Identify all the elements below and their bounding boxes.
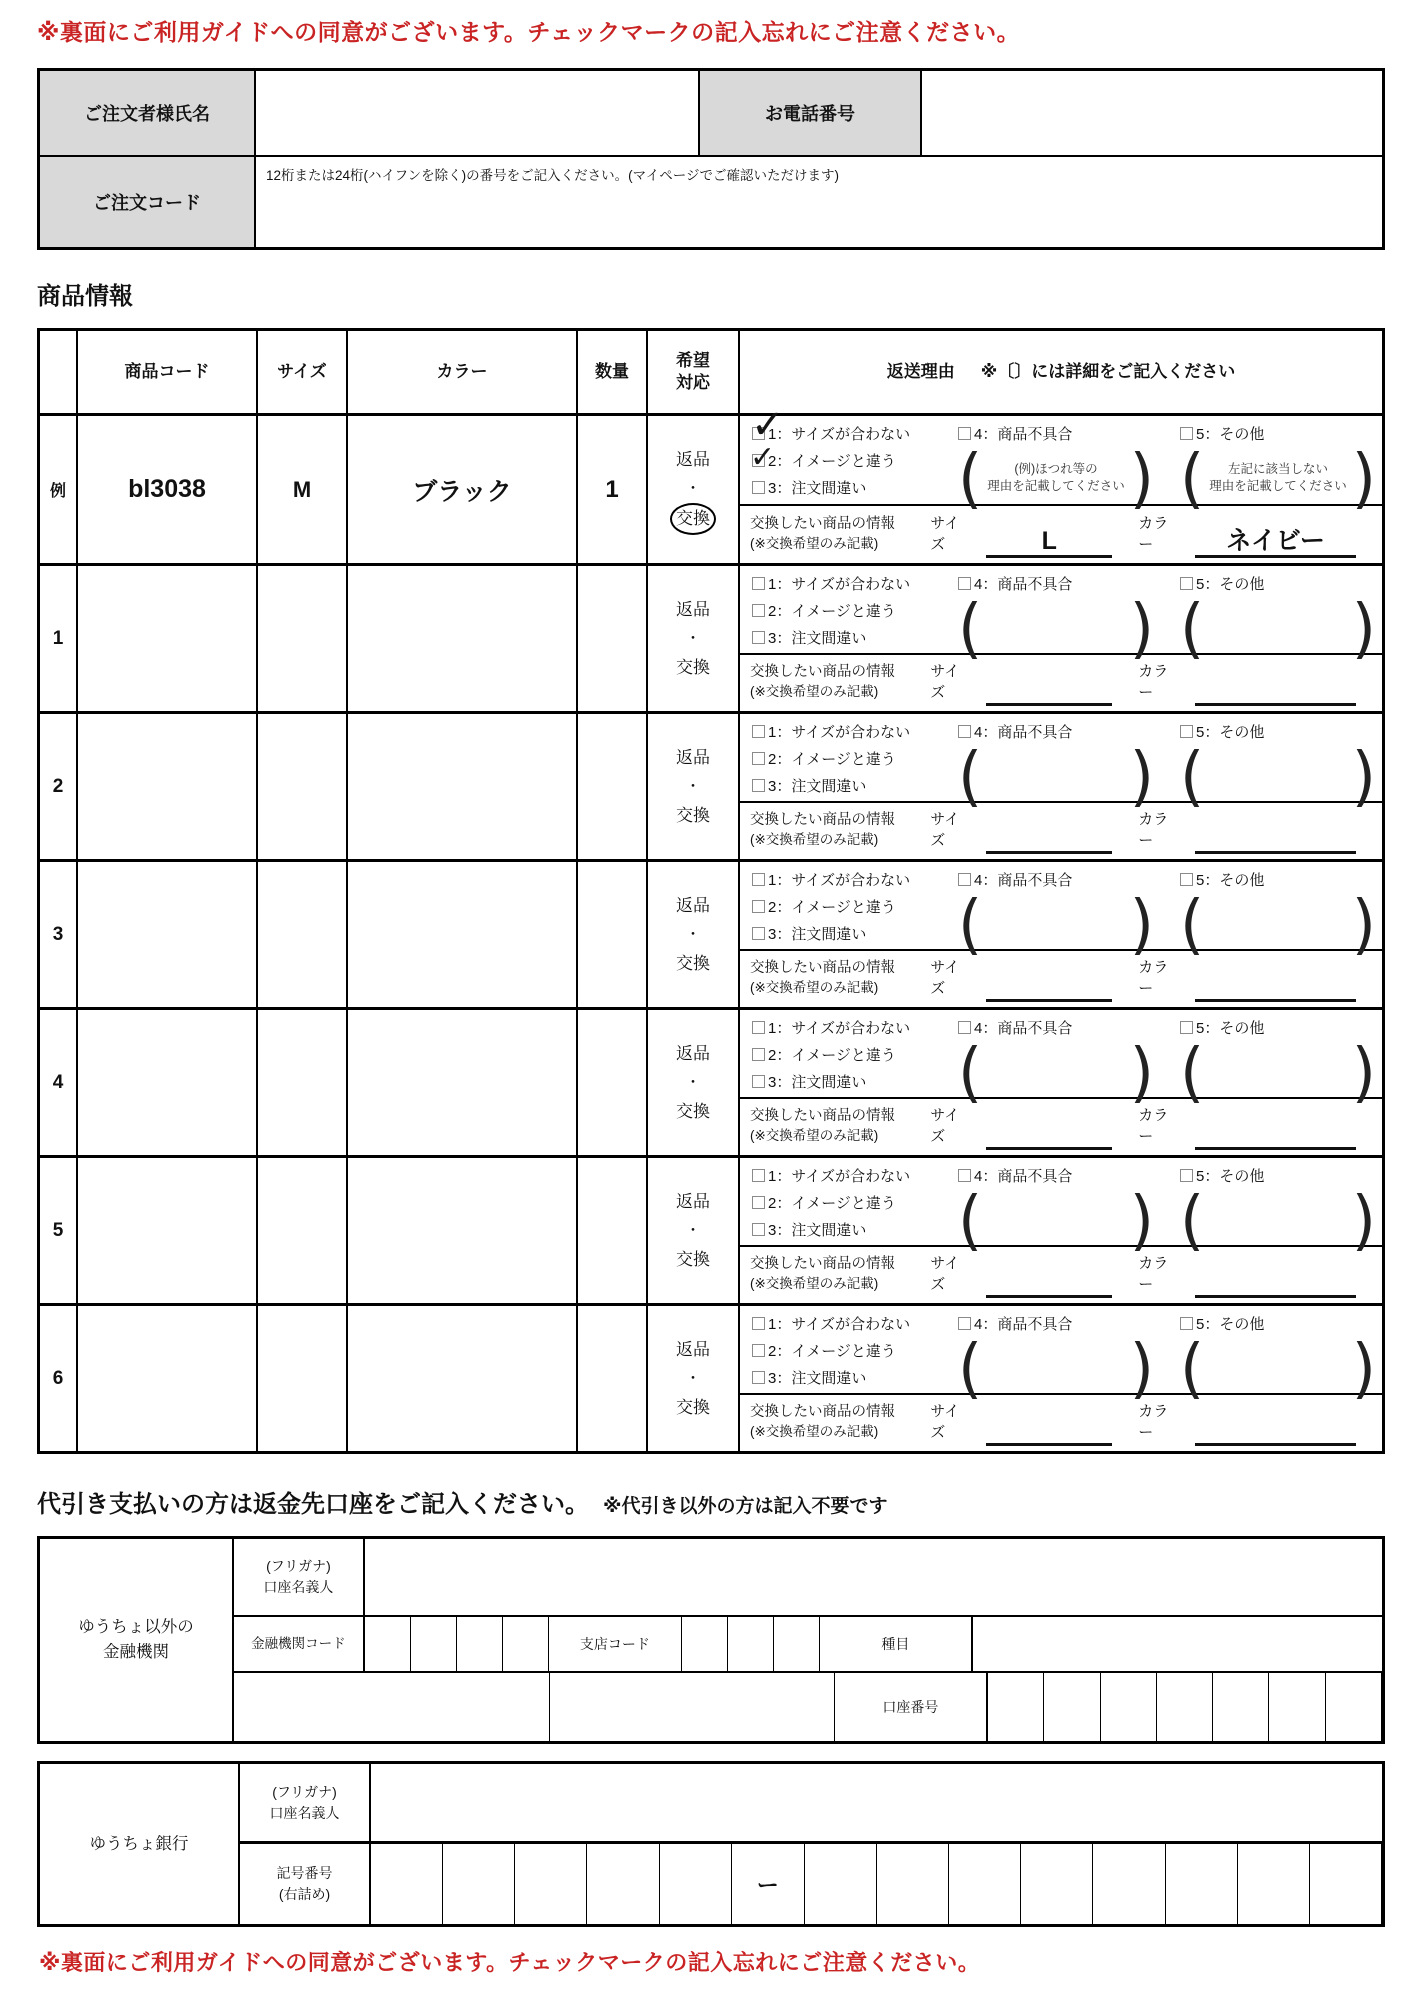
furigana-account-holder-label: (フリガナ) 口座名義人 — [234, 1539, 365, 1615]
reason-checkbox-3[interactable] — [752, 1223, 765, 1236]
reason-checkbox-4[interactable] — [958, 427, 971, 440]
exchange-size-label: サイズ — [930, 1403, 960, 1441]
size-cell[interactable] — [258, 1010, 348, 1155]
exchange-size-label: サイズ — [930, 959, 960, 997]
exchange-color-label: カラー — [1138, 811, 1169, 849]
phone-label: お電話番号 — [700, 71, 922, 155]
account-type-label: 種目 — [820, 1617, 973, 1671]
color-cell[interactable]: ブラック — [348, 416, 578, 563]
symbol-number-cells — [371, 1844, 1382, 1924]
exchange-size-label: サイズ — [930, 811, 960, 849]
digit-cell[interactable] — [503, 1617, 549, 1671]
product-row-example — [40, 413, 1382, 563]
action-return-option[interactable]: 返品 — [676, 748, 710, 767]
reason-5-detail-area[interactable] — [1180, 748, 1376, 804]
reason-4-hint: ( (例)ほつれ等の 理由を記載してください — [987, 462, 1125, 493]
action-return-option[interactable]: 返品 — [676, 1340, 710, 1359]
reason-checkbox-5[interactable] — [1180, 873, 1193, 886]
yucho-account-holder-input-area[interactable] — [371, 1764, 1382, 1841]
reason-checkbox-3[interactable] — [752, 631, 765, 644]
reason-4-detail-area[interactable] — [958, 600, 1154, 656]
refund-section-title: 代引き支払いの方は返金先口座をご記入ください。 ※代引き以外の方は記入不要です — [37, 1491, 888, 1518]
reason-5-detail-area[interactable] — [1180, 600, 1376, 656]
reason-4-detail-area[interactable] — [958, 896, 1154, 952]
digit-cell[interactable] — [1238, 1844, 1310, 1924]
header-size: サイズ — [258, 331, 348, 413]
size-cell[interactable] — [258, 714, 348, 859]
exchange-color-field[interactable] — [1195, 677, 1356, 706]
reason-cell: 1：サイズが合わない 2：イメージと違う 3：注文間違い 4：商品不具合 ( ) 5：その他 ( ) 交換したい商品の情報 (※交換希望のみ記載) サイズ カラー — [740, 1158, 1382, 1303]
digit-cell[interactable] — [1157, 1673, 1213, 1741]
reason-checkbox-5[interactable] — [1180, 577, 1193, 590]
reason-checkbox-2[interactable] — [752, 1048, 765, 1061]
product-row — [40, 1303, 1382, 1451]
reason-checkbox-5[interactable] — [1180, 1317, 1193, 1330]
reason-checkbox-1[interactable] — [752, 725, 765, 738]
exchange-size-label: サイズ — [930, 1107, 960, 1145]
reason-checkbox-4[interactable] — [958, 873, 971, 886]
branch-code-cells — [682, 1617, 820, 1671]
header-row-number — [40, 331, 78, 413]
color-cell[interactable] — [348, 1306, 578, 1451]
exchange-info-label: 交換したい商品の情報 (※交換希望のみ記載) — [750, 1404, 895, 1439]
product-row — [40, 563, 1382, 711]
action-separator: ・ — [685, 630, 701, 647]
row-number: 3 — [40, 862, 78, 1007]
reason-cell: ✓ 1：サイズが合わない ✓ 2：イメージと違う 3：注文間違い 4：商品不具合 ( (例)ほつれ等の 理由を記載してください ) 5：その他 ( 左記に該当しない 理由を記載してください ) 交換したい商品の情報 (※交換希望のみ記載) サイズ L カラー ネイビー — [740, 416, 1382, 563]
phone-input-area[interactable] — [922, 71, 1382, 155]
reason-checkbox-5[interactable] — [1180, 725, 1193, 738]
reason-cell: 1：サイズが合わない 2：イメージと違う 3：注文間違い 4：商品不具合 ( ) 5：その他 ( ) 交換したい商品の情報 (※交換希望のみ記載) サイズ カラー — [740, 566, 1382, 711]
size-cell[interactable] — [258, 862, 348, 1007]
account-holder-input-area[interactable] — [365, 1539, 1382, 1615]
action-cell[interactable] — [648, 1158, 740, 1303]
qty-cell[interactable] — [578, 1306, 648, 1451]
exchange-color-label: カラー — [1138, 663, 1169, 701]
reason-checkbox-2[interactable] — [752, 454, 765, 467]
digit-cell[interactable] — [1269, 1673, 1325, 1741]
color-cell[interactable] — [348, 566, 578, 711]
reason-checkbox-5[interactable] — [1180, 1021, 1193, 1034]
number-cells — [805, 1844, 1382, 1924]
color-cell[interactable] — [348, 1158, 578, 1303]
qty-cell[interactable] — [578, 1010, 648, 1155]
reason-checkbox-2[interactable] — [752, 1344, 765, 1357]
reason-checkbox-3[interactable] — [752, 927, 765, 940]
exchange-color-field[interactable] — [1195, 1121, 1356, 1150]
action-separator: ・ — [685, 479, 701, 497]
reason-checkbox-1[interactable] — [752, 1021, 765, 1034]
reason-checkbox-4[interactable] — [958, 577, 971, 590]
digit-cell[interactable] — [1166, 1844, 1238, 1924]
action-cell[interactable] — [648, 714, 740, 859]
digit-cell[interactable] — [457, 1617, 503, 1671]
order-code-label: ご注文コード — [40, 157, 256, 247]
product-code-cell[interactable] — [78, 714, 258, 859]
action-cell[interactable] — [648, 862, 740, 1007]
digit-cell[interactable] — [515, 1844, 587, 1924]
digit-cell[interactable] — [587, 1844, 659, 1924]
action-return-option[interactable]: 返品 — [676, 600, 710, 619]
exchange-size-field[interactable] — [986, 973, 1112, 1002]
qty-cell[interactable] — [578, 566, 648, 711]
action-return-option[interactable]: 返品 — [676, 1192, 710, 1211]
digit-cell[interactable] — [1326, 1673, 1382, 1741]
account-number-cells — [988, 1673, 1382, 1741]
product-row — [40, 711, 1382, 859]
qty-cell[interactable] — [578, 714, 648, 859]
action-separator: ・ — [685, 1370, 701, 1387]
reason-4-detail-area[interactable] — [958, 1192, 1154, 1248]
symbol-cells — [371, 1844, 732, 1924]
reason-4-detail-area[interactable] — [958, 1044, 1154, 1100]
exchange-info-label: 交換したい商品の情報 (※交換希望のみ記載) — [750, 1256, 895, 1291]
reason-checkbox-5[interactable] — [1180, 427, 1193, 440]
digit-cell[interactable] — [1310, 1844, 1382, 1924]
action-cell[interactable] — [648, 1010, 740, 1155]
qty-cell[interactable] — [578, 1158, 648, 1303]
refund-section-subtitle: ※代引き以外の方は記入不要です — [603, 1496, 888, 1517]
exchange-size-field[interactable] — [986, 677, 1112, 706]
exchange-info-label: 交換したい商品の情報 (※交換希望のみ記載) — [750, 812, 895, 847]
reason-5-detail-area[interactable] — [1180, 896, 1376, 952]
action-exchange-option[interactable]: 交換 — [676, 1102, 710, 1121]
digit-cell[interactable] — [443, 1844, 515, 1924]
digit-cell[interactable] — [365, 1617, 411, 1671]
action-exchange-option-circled[interactable]: 交換 — [670, 503, 716, 535]
digit-cell[interactable] — [988, 1673, 1044, 1741]
action-cell[interactable] — [648, 416, 740, 563]
exchange-info-label: 交換したい商品の情報 (※交換希望のみ記載) — [750, 960, 895, 995]
reason-checkbox-4[interactable] — [958, 725, 971, 738]
action-exchange-option[interactable]: 交換 — [676, 954, 710, 973]
action-exchange-option[interactable]: 交換 — [676, 1398, 710, 1417]
size-cell[interactable] — [258, 1306, 348, 1451]
digit-cell[interactable] — [660, 1844, 732, 1924]
exchange-color-label: カラー — [1138, 1255, 1169, 1293]
product-row — [40, 1007, 1382, 1155]
row-number: 6 — [40, 1306, 78, 1451]
reason-5-hint: ( 左記に該当しない 理由を記載してください — [1209, 462, 1347, 493]
reason-5-detail-area[interactable] — [1180, 1192, 1376, 1248]
action-cell[interactable] — [648, 566, 740, 711]
digit-cell[interactable] — [805, 1844, 877, 1924]
exchange-size-label: サイズ — [930, 663, 960, 701]
reason-5-detail-area[interactable] — [1180, 1340, 1376, 1396]
qty-cell[interactable] — [578, 862, 648, 1007]
action-return-option[interactable]: 返品 — [676, 449, 710, 469]
product-table-header — [40, 331, 1382, 413]
size-cell[interactable] — [258, 1158, 348, 1303]
row-number: 5 — [40, 1158, 78, 1303]
digit-cell[interactable] — [1101, 1673, 1157, 1741]
customer-name-label: ご注文者様氏名 — [40, 71, 256, 155]
product-row — [40, 859, 1382, 1007]
account-number-label: 口座番号 — [835, 1673, 988, 1741]
blank-cell-mid[interactable] — [550, 1673, 835, 1741]
header-qty: 数量 — [578, 331, 648, 413]
header-product-code: 商品コード — [78, 331, 258, 413]
exchange-size-field[interactable] — [986, 1121, 1112, 1150]
reason-checkbox-2[interactable] — [752, 752, 765, 765]
reason-checkbox-3[interactable] — [752, 1075, 765, 1088]
digit-cell[interactable] — [774, 1617, 820, 1671]
reason-checkbox-4[interactable] — [958, 1317, 971, 1330]
digit-cell[interactable] — [949, 1844, 1021, 1924]
reason-cell: 1：サイズが合わない 2：イメージと違う 3：注文間違い 4：商品不具合 ( ) 5：その他 ( ) 交換したい商品の情報 (※交換希望のみ記載) サイズ カラー — [740, 714, 1382, 859]
product-code-cell[interactable] — [78, 862, 258, 1007]
reason-checkbox-4[interactable] — [958, 1021, 971, 1034]
reason-5-detail-area[interactable] — [1180, 450, 1376, 506]
reason-checkbox-5[interactable] — [1180, 1169, 1193, 1182]
product-code-cell[interactable] — [78, 1306, 258, 1451]
row-number: 1 — [40, 566, 78, 711]
action-cell[interactable] — [648, 1306, 740, 1451]
digit-cell[interactable] — [728, 1617, 774, 1671]
reason-checkbox-1[interactable] — [752, 1169, 765, 1182]
action-separator: ・ — [685, 1074, 701, 1091]
bank-yucho-table — [37, 1761, 1385, 1927]
customer-info-table — [37, 68, 1385, 250]
exchange-color-label: カラー — [1138, 959, 1169, 997]
exchange-info-label: 交換したい商品の情報 (※交換希望のみ記載) — [750, 664, 895, 699]
reason-cell: 1：サイズが合わない 2：イメージと違う 3：注文間違い 4：商品不具合 ( ) 5：その他 ( ) 交換したい商品の情報 (※交換希望のみ記載) サイズ カラー — [740, 862, 1382, 1007]
product-code-cell[interactable]: bl3038 — [78, 416, 258, 563]
action-return-option[interactable]: 返品 — [676, 896, 710, 915]
bank-other-table — [37, 1536, 1385, 1744]
exchange-color-label: カラー — [1138, 1403, 1169, 1441]
digit-cell[interactable] — [1093, 1844, 1165, 1924]
header-reason: 返送理由 ※〔〕には詳細をご記入ください — [886, 361, 1236, 381]
exchange-color-label: カラー — [1138, 514, 1169, 553]
bottom-warning-text: ※裏面にご利用ガイドへの同意がございます。チェックマークの記入忘れにご注意ください。 — [39, 1950, 981, 1975]
exchange-size-field[interactable] — [986, 1269, 1112, 1298]
reason-checkbox-3[interactable] — [752, 779, 765, 792]
reason-5-detail-area[interactable] — [1180, 1044, 1376, 1100]
bank-other-label: ゆうちょ以外の 金融機関 — [40, 1539, 234, 1741]
exchange-color-field[interactable] — [1195, 1417, 1356, 1446]
color-cell[interactable] — [348, 862, 578, 1007]
reason-checkbox-3[interactable] — [752, 1371, 765, 1384]
reason-4-detail-area[interactable] — [958, 748, 1154, 804]
action-separator: ・ — [685, 1222, 701, 1239]
blank-cell-left[interactable] — [234, 1673, 550, 1741]
action-exchange-option[interactable]: 交換 — [676, 658, 710, 677]
digit-cell[interactable] — [1044, 1673, 1100, 1741]
exchange-info-label: 交換したい商品の情報 (※交換希望のみ記載) — [750, 516, 895, 551]
branch-code-label: 支店コード — [549, 1617, 682, 1671]
row-number: 2 — [40, 714, 78, 859]
exchange-size-field[interactable] — [986, 825, 1112, 854]
reason-cell: 1：サイズが合わない 2：イメージと違う 3：注文間違い 4：商品不具合 ( ) 5：その他 ( ) 交換したい商品の情報 (※交換希望のみ記載) サイズ カラー — [740, 1306, 1382, 1451]
dash-cell: ー — [732, 1844, 805, 1924]
reason-checkbox-2[interactable] — [752, 604, 765, 617]
size-cell[interactable] — [258, 566, 348, 711]
exchange-color-label: カラー — [1138, 1107, 1169, 1145]
product-rows — [40, 563, 1382, 1451]
action-separator: ・ — [685, 926, 701, 943]
reason-checkbox-2[interactable] — [752, 900, 765, 913]
header-action: 希望 対応 — [648, 331, 740, 413]
customer-name-input-area[interactable] — [256, 71, 700, 155]
exchange-color-field[interactable] — [1195, 1269, 1356, 1298]
qty-cell[interactable]: 1 — [578, 416, 648, 563]
product-section-title: 商品情報 — [37, 283, 133, 310]
reason-4-detail-area[interactable] — [958, 450, 1154, 506]
action-separator: ・ — [685, 778, 701, 795]
reason-checkbox-3[interactable] — [752, 481, 765, 494]
product-code-cell[interactable] — [78, 1010, 258, 1155]
header-color: カラー — [348, 331, 578, 413]
bank-code-cells — [365, 1617, 549, 1671]
digit-cell[interactable] — [1213, 1673, 1269, 1741]
reason-4-detail-area[interactable] — [958, 1340, 1154, 1396]
color-cell[interactable] — [348, 714, 578, 859]
product-code-cell[interactable] — [78, 1158, 258, 1303]
exchange-color-field[interactable] — [1195, 825, 1356, 854]
reason-checkbox-1[interactable] — [752, 577, 765, 590]
order-code-hint: 12桁または24桁(ハイフンを除く)の番号をご記入ください。(マイページでご確認いただけます) — [266, 168, 840, 183]
exchange-color-field[interactable] — [1195, 973, 1356, 1002]
reason-cell: 1：サイズが合わない 2：イメージと違う 3：注文間違い 4：商品不具合 ( ) 5：その他 ( ) 交換したい商品の情報 (※交換希望のみ記載) サイズ カラー — [740, 1010, 1382, 1155]
action-exchange-option[interactable]: 交換 — [676, 1250, 710, 1269]
digit-cell[interactable] — [1021, 1844, 1093, 1924]
exchange-size-label: サイズ — [930, 1255, 960, 1293]
row-number: 4 — [40, 1010, 78, 1155]
exchange-color-field[interactable]: ネイビー — [1195, 528, 1356, 557]
bank-code-label: 金融機関コード — [234, 1617, 365, 1671]
reason-checkbox-1[interactable] — [752, 1317, 765, 1330]
row-number: 例 — [40, 416, 78, 563]
exchange-size-field[interactable] — [986, 1417, 1112, 1446]
exchange-info-label: 交換したい商品の情報 (※交換希望のみ記載) — [750, 1108, 895, 1143]
account-type-input-area[interactable] — [973, 1617, 1382, 1671]
digit-cell[interactable] — [877, 1844, 949, 1924]
size-cell[interactable]: M — [258, 416, 348, 563]
exchange-size-label: サイズ — [930, 514, 960, 553]
reason-checkbox-4[interactable] — [958, 1169, 971, 1182]
digit-cell[interactable] — [371, 1844, 443, 1924]
reason-checkbox-1[interactable] — [752, 427, 765, 440]
digit-cell[interactable] — [411, 1617, 457, 1671]
product-code-cell[interactable] — [78, 566, 258, 711]
reason-checkbox-2[interactable] — [752, 1196, 765, 1209]
digit-cell[interactable] — [682, 1617, 728, 1671]
furigana-account-holder-label: (フリガナ) 口座名義人 — [240, 1764, 371, 1841]
product-row — [40, 1155, 1382, 1303]
order-code-input-area[interactable] — [256, 157, 1382, 247]
symbol-number-label: 記号番号 (右詰め) — [240, 1844, 371, 1924]
bank-yucho-label: ゆうちょ銀行 — [40, 1764, 240, 1924]
product-table — [37, 328, 1385, 1454]
color-cell[interactable] — [348, 1010, 578, 1155]
action-exchange-option[interactable]: 交換 — [676, 806, 710, 825]
top-warning-text: ※裏面にご利用ガイドへの同意がございます。チェックマークの記入忘れにご注意ください。 — [37, 19, 1021, 45]
reason-checkbox-1[interactable] — [752, 873, 765, 886]
exchange-size-field[interactable]: L — [986, 528, 1112, 557]
action-return-option[interactable]: 返品 — [676, 1044, 710, 1063]
